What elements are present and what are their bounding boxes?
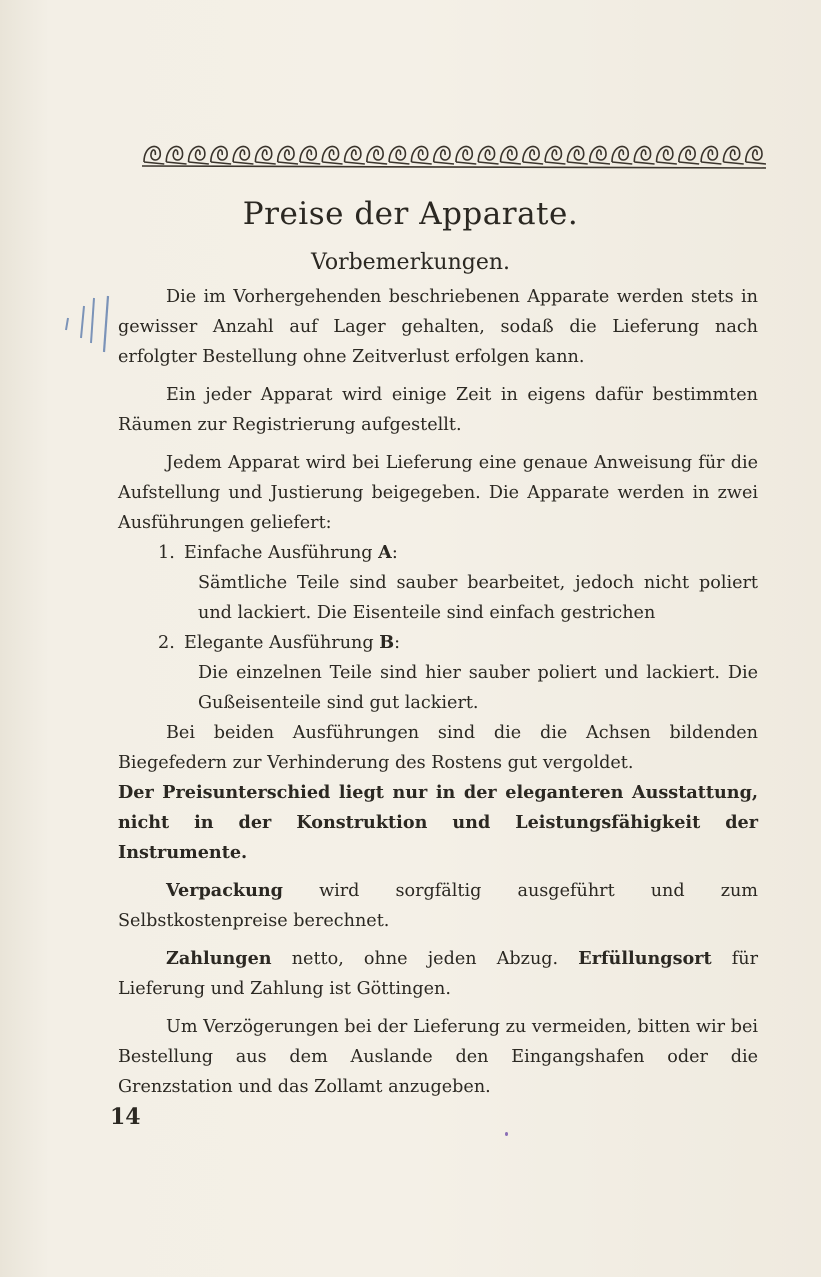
ornament-motif xyxy=(322,146,342,164)
ornament-motif xyxy=(389,146,409,164)
ornament-motif xyxy=(612,146,632,164)
ornament-motif xyxy=(657,146,677,164)
ornament-motif xyxy=(345,146,365,164)
paragraph-springs: Bei beiden Ausführungen sind die die Achsen bildenden Biegefedern zur Verhinderung des Rostens gut vergoldet. xyxy=(118,723,758,773)
body-text xyxy=(118,282,758,1102)
place-of-fulfilment-text: für Lieferung und Zahlung ist Göttingen. xyxy=(118,949,758,999)
ornament-motif xyxy=(166,146,186,164)
section-subtitle: Vorbemerkungen. xyxy=(310,250,511,275)
list-label: Elegante Ausführung xyxy=(184,633,374,653)
paragraph-price-difference: Der Preisunterschied liegt nur in der eleganteren Ausstattung, nicht in der Konstruktion und Leistungsfähigkeit der Instrumente. xyxy=(118,782,758,863)
ornament-motif xyxy=(679,146,699,164)
ink-speck xyxy=(505,1132,508,1136)
page-title: Preise der Apparate. xyxy=(242,196,579,232)
ornament-motif xyxy=(523,146,543,164)
pencil-marks xyxy=(60,288,120,358)
ornament-motif xyxy=(211,146,231,164)
ornament-baseline xyxy=(142,166,766,168)
list-colon: : xyxy=(391,543,398,563)
list-item-simple xyxy=(118,538,758,568)
packaging-term: Verpackung xyxy=(166,880,283,901)
ornament-motif xyxy=(233,146,253,164)
ornament-motif xyxy=(501,146,521,164)
paragraph-packaging xyxy=(118,876,758,936)
ornament-motif xyxy=(590,146,610,164)
list-item-elegant-text: Die einzelnen Teile sind hier sauber poliert und lackiert. Die Gußeisenteile sind gut lackiert. xyxy=(198,663,758,713)
list-number: 1. xyxy=(158,543,175,563)
page-number: 14 xyxy=(110,1104,141,1130)
list-number: 2. xyxy=(158,633,175,653)
ornament-motif xyxy=(434,146,454,164)
ornament-motif xyxy=(255,146,275,164)
list-item-simple-text: Sämtliche Teile sind sauber bearbeitet, jedoch nicht poliert und lackiert. Die Eisenteile sind einfach gestrichen xyxy=(198,573,758,623)
ornament-motif xyxy=(189,146,209,164)
ornament-motif xyxy=(545,146,565,164)
payment-term: Zahlungen xyxy=(166,948,272,969)
payment-text: netto, ohne jeden Abzug. xyxy=(271,949,579,969)
paragraph-customs: Um Verzögerungen bei der Lieferung zu vermeiden, bitten wir bei Bestellung aus dem Auslande den Eingangshafen oder die Grenzstation und das Zollamt anzugeben. xyxy=(118,1017,758,1097)
paragraph-registration: Ein jeder Apparat wird einige Zeit in eigens dafür bestimmten Räumen zur Registrierung aufgestellt. xyxy=(118,385,758,435)
list-colon: : xyxy=(394,633,401,653)
place-of-fulfilment-term: Erfüllungsort xyxy=(578,948,712,969)
version-letter: B xyxy=(379,632,395,653)
ornament-motif xyxy=(411,146,431,164)
paragraph-instructions: Jedem Apparat wird bei Lieferung eine genaue Anweisung für die Aufstellung und Justierung beigegeben. Die Apparate werden in zwei Ausführungen geliefert: xyxy=(118,453,758,533)
ornament-motif xyxy=(367,146,387,164)
ornament-motif xyxy=(478,146,498,164)
paragraph-stock: Die im Vorhergehenden beschriebenen Apparate werden stets in gewisser Anzahl auf Lager gehalten, sodaß die Lieferung nach erfolgter Bestellung ohne Zeitverlust erfolgen kann. xyxy=(118,287,758,367)
list-item-elegant xyxy=(118,628,758,658)
version-letter: A xyxy=(378,542,392,563)
paragraph-payment xyxy=(118,944,758,1004)
ornament-motif xyxy=(278,146,298,164)
ornament-motif xyxy=(300,146,320,164)
list-label: Einfache Ausführung xyxy=(184,543,373,563)
ornament-motif xyxy=(634,146,654,164)
decorative-border-ornament xyxy=(142,136,766,170)
ornament-motif xyxy=(746,146,766,164)
ornament-motif xyxy=(456,146,476,164)
ornament-motif xyxy=(144,146,164,164)
ornament-motif xyxy=(723,146,743,164)
ornament-motif xyxy=(701,146,721,164)
ornament-motif xyxy=(567,146,587,164)
packaging-text: wird sorgfältig ausgeführt und zum Selbstkostenpreise berechnet. xyxy=(118,881,758,931)
